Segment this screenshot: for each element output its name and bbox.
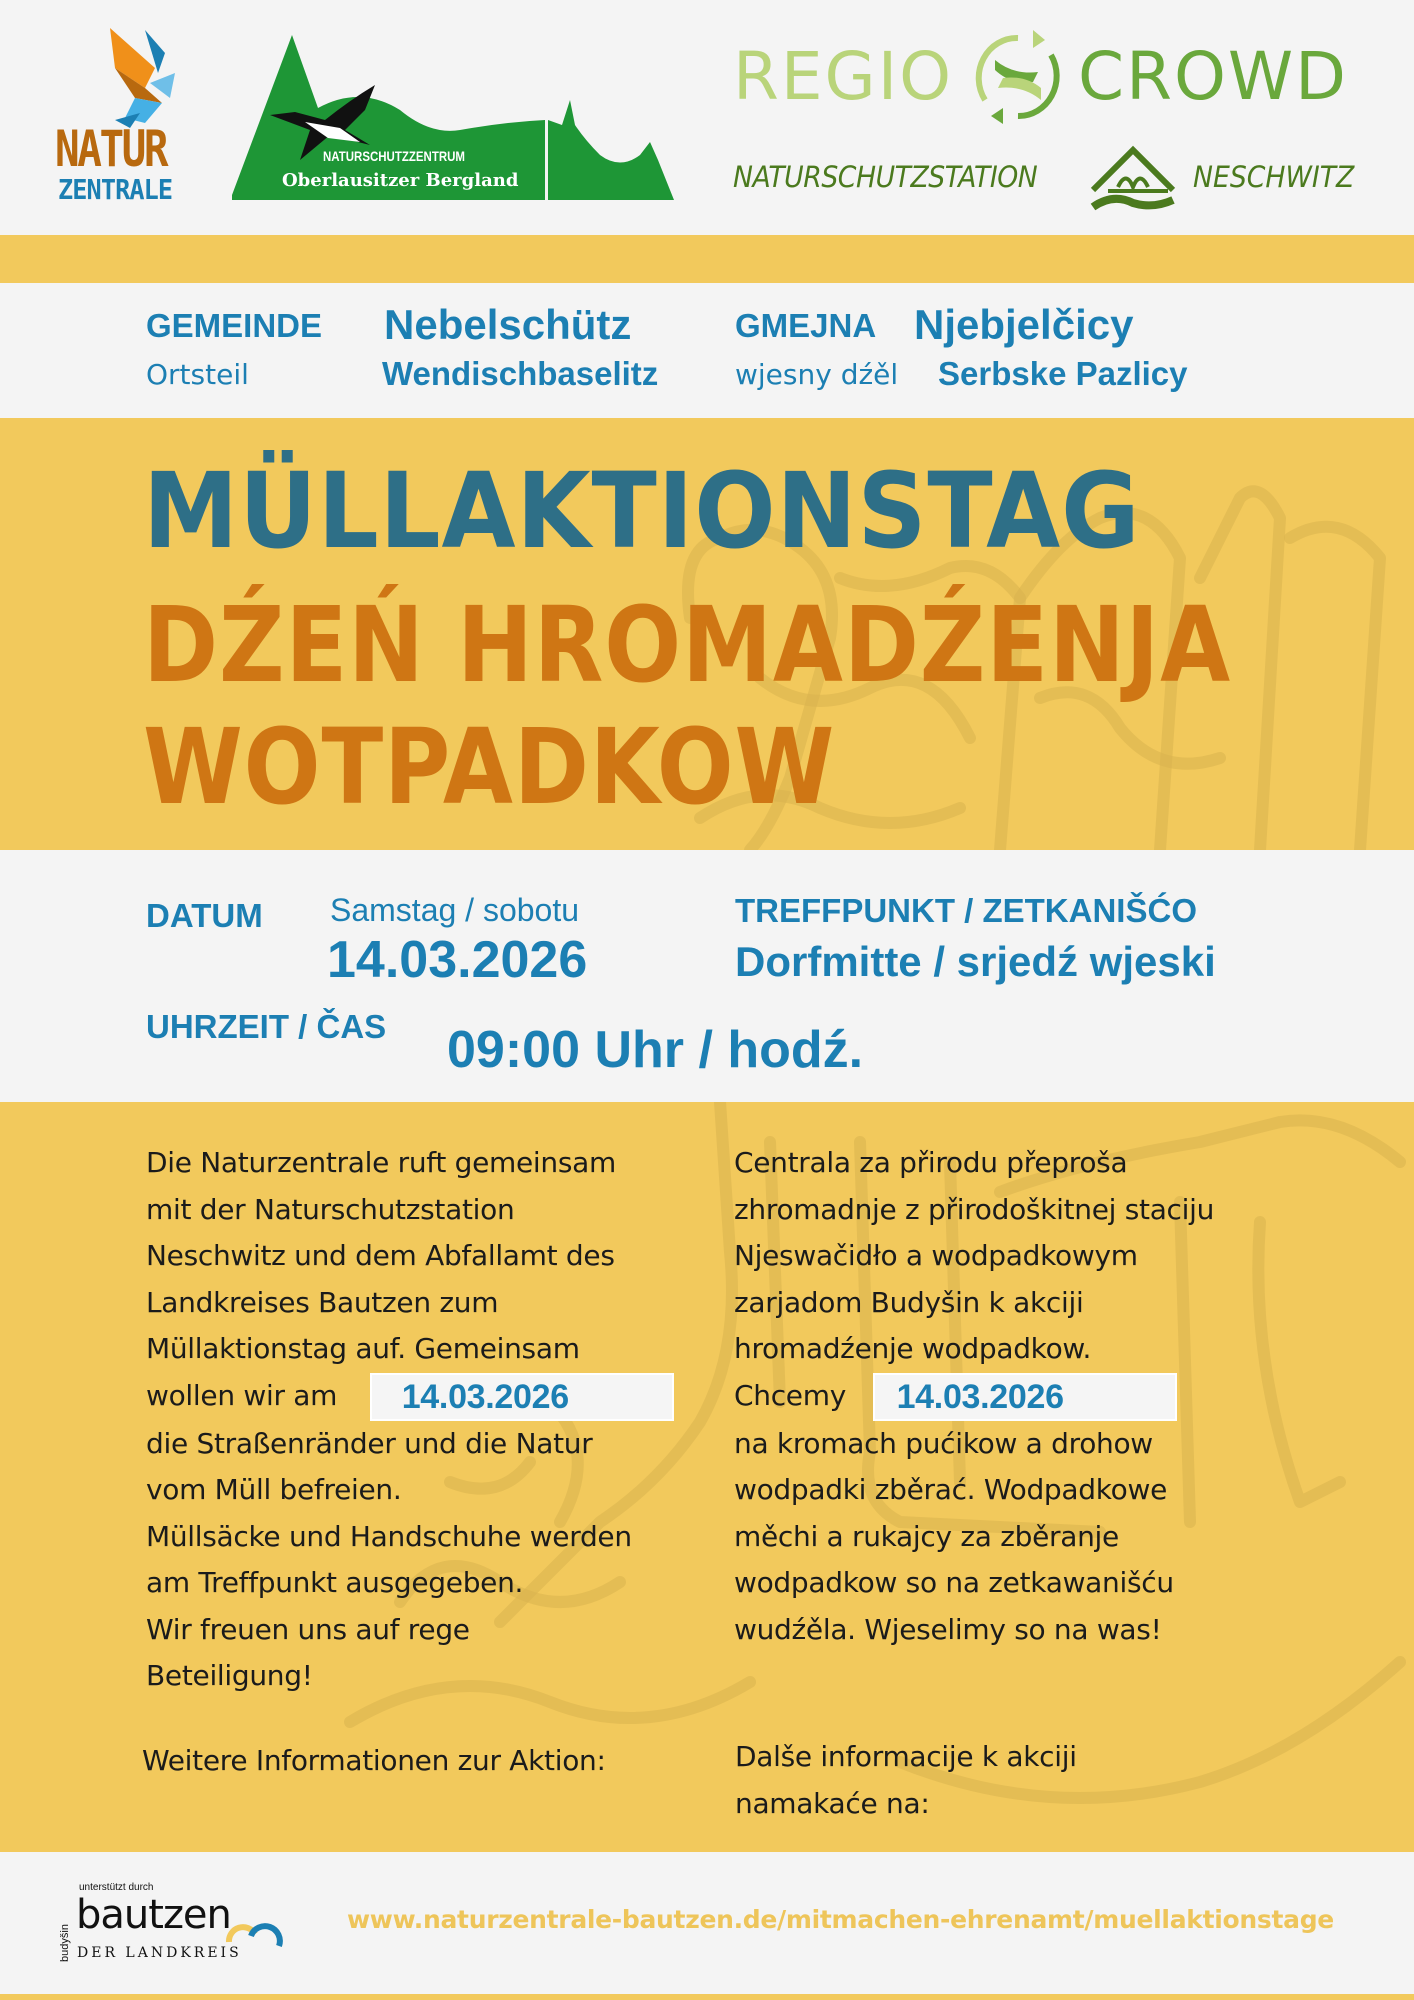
meeting-place: Dorfmitte / srjedź wjeski [735, 938, 1216, 985]
hsb-line: wodpadkow so na zetkawanišću [734, 1566, 1174, 1599]
time-value: 09:00 Uhr / hodź. [447, 1021, 864, 1079]
gemeinde-label: GEMEINDE [146, 307, 323, 344]
hsb-line: měchi a rukajcy za zběranje [734, 1519, 1119, 1553]
natur-text: NATUR [55, 120, 167, 178]
de-date-line [146, 1373, 706, 1421]
de-date-prefix: wollen wir am [146, 1378, 338, 1412]
neschwitz-text: NESCHWITZ [1193, 160, 1355, 194]
hsb-more-info-line1: Dalše informacije k akciji [735, 1740, 1077, 1773]
hsb-line: wudźěla. Wjeselimy so na was! [734, 1612, 1162, 1646]
naturzentrale-logo [55, 28, 205, 208]
de-line: Wir freuen uns auf rege [146, 1612, 470, 1646]
de-date-box: 14.03.2026 [370, 1373, 674, 1421]
website-url[interactable]: www.naturzentrale-bautzen.de/mitmachen-ehrenamt/muellaktionstage [347, 1905, 1334, 1934]
de-line: Die Naturzentrale ruft gemeinsam [146, 1146, 616, 1179]
budysin-vertical-text: budyšin [58, 1924, 71, 1962]
title-sorbian-line1: DŹEŃ HROMADŹENJA [143, 584, 1231, 706]
datum-label: DATUM [146, 897, 263, 934]
location-section [0, 283, 1414, 418]
de-line: Neschwitz und dem Abfallamt des [146, 1239, 615, 1272]
hsb-more-info-line2: namakaće na: [735, 1786, 930, 1820]
supported-by-text: unterstützt durch [79, 1882, 154, 1893]
gemeinde-name: Nebelschütz [384, 301, 632, 348]
body-section [0, 1102, 1414, 1852]
hsb-date-line [734, 1373, 1334, 1421]
naturschutzzentrum-logo [230, 30, 675, 200]
de-line: Müllsäcke und Handschuhe werden [146, 1519, 632, 1553]
details-section [0, 850, 1414, 1102]
neschwitz-logo [733, 145, 1373, 215]
hsb-line: zhromadnje z přirodoškitnej staciju [734, 1192, 1215, 1226]
de-line: Landkreises Bautzen zum [146, 1285, 499, 1319]
weekday-text: Samstag / sobotu [330, 892, 580, 928]
regiocrowd-logo [733, 30, 1363, 120]
bautzen-logo [60, 1882, 300, 1972]
title-german: MÜLLAKTIONSTAG [143, 450, 1141, 572]
hsb-line: Centrala za přirodu přeproša [734, 1146, 1128, 1179]
hsb-line: Njeswačidło a wodpadkowym [734, 1239, 1138, 1272]
de-line: die Straßenränder und die Natur [146, 1426, 593, 1460]
oberlausitzer-bergland-text: Oberlausitzer Bergland [282, 170, 519, 191]
regio-text: REGIO [733, 38, 954, 115]
de-more-info: Weitere Informationen zur Aktion: [142, 1744, 606, 1777]
wjesny-dzel-label: wjesny dźěl [735, 358, 899, 391]
wjesny-dzel-name: Serbske Pazlicy [938, 355, 1188, 392]
bottom-bar [0, 1994, 1414, 2000]
header-logos [0, 0, 1414, 235]
bird-icon [80, 28, 190, 128]
date-value: 14.03.2026 [327, 931, 588, 989]
naturschutzstation-text: NATURSCHUTZSTATION [733, 160, 1038, 194]
tent-plant-icon [1088, 145, 1178, 213]
crowd-text: CROWD [1078, 38, 1348, 115]
title-sorbian-line2: WOTPADKOW [143, 706, 836, 828]
sorbian-text-block [734, 1140, 1334, 1653]
uhrzeit-label: UHRZEIT / ČAS [146, 1008, 387, 1045]
de-line: am Treffpunkt ausgegeben. [146, 1566, 524, 1599]
hsb-line: hromadźenje wodpadkow. [734, 1332, 1092, 1365]
naturschutzzentrum-text: NATURSCHUTZZENTRUM [323, 148, 466, 164]
der-landkreis-text: DER LANDKREIS [77, 1945, 242, 1961]
hsb-line: zarjadom Budyšin k akciji [734, 1285, 1084, 1319]
gmejna-label: GMEJNA [735, 307, 877, 344]
divider-bar [0, 235, 1414, 283]
hsb-line: na kromach pućikow a drohow [734, 1426, 1153, 1460]
gmejna-name: Njebjelčicy [914, 301, 1134, 348]
treffpunkt-label: TREFFPUNKT / ZETKANIŠĆO [735, 892, 1197, 929]
de-line: vom Müll befreien. [146, 1473, 402, 1506]
hsb-line: wodpadki zběrać. Wodpadkowe [734, 1473, 1167, 1506]
de-line: mit der Naturschutzstation [146, 1192, 515, 1226]
bautzen-text: bautzen [76, 1892, 231, 1938]
german-text-block [146, 1140, 706, 1700]
zentrale-text: ZENTRALE [58, 173, 173, 206]
hsb-more-info [735, 1734, 1077, 1827]
recycle-hands-icon [973, 30, 1063, 125]
de-line: Beteiligung! [146, 1659, 313, 1692]
de-line: Müllaktionstag auf. Gemeinsam [146, 1332, 580, 1365]
ortsteil-name: Wendischbaselitz [382, 355, 659, 392]
hsb-date-box: 14.03.2026 [873, 1373, 1177, 1421]
ortsteil-label: Ortsteil [146, 358, 249, 391]
footer-section [0, 1852, 1414, 1994]
title-section [0, 418, 1414, 850]
hsb-date-prefix: Chcemy [734, 1378, 846, 1412]
